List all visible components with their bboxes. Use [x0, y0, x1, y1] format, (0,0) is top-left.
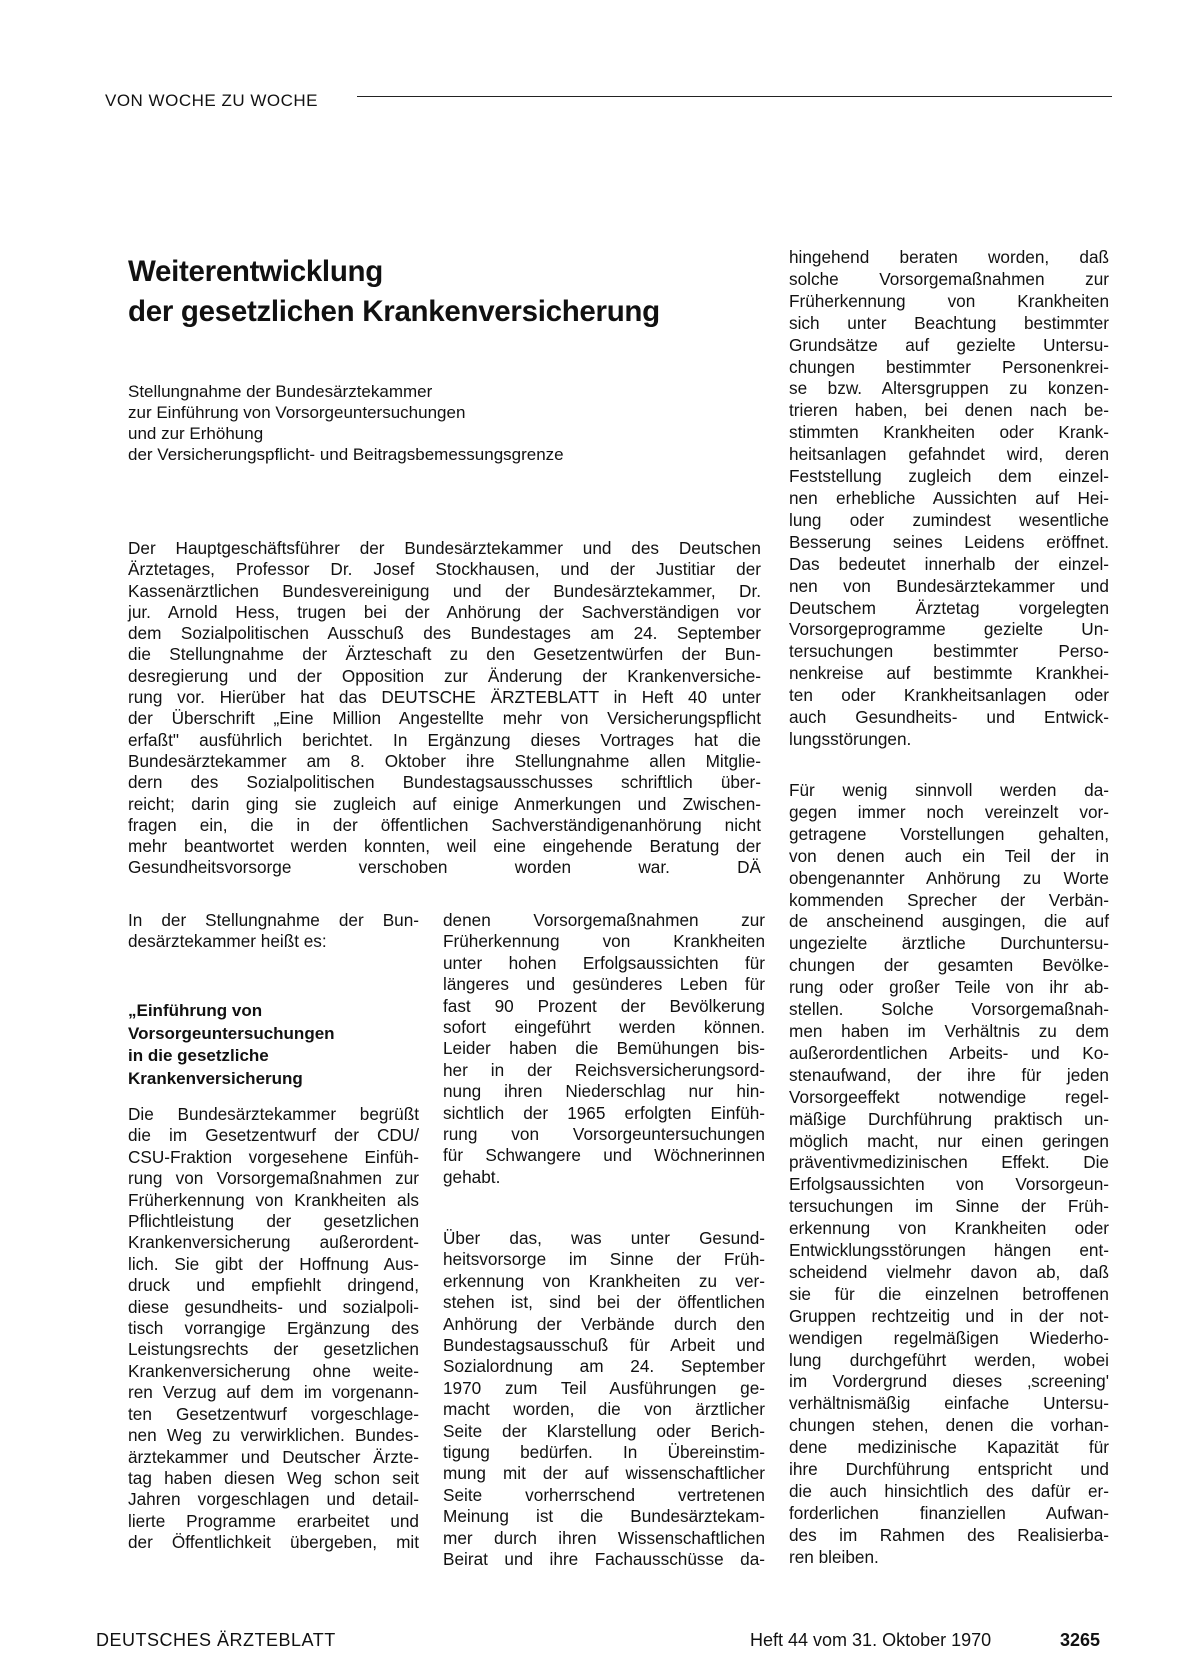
section-label: VON WOCHE ZU WOCHE: [105, 91, 318, 110]
text-line: Leider haben die Bemühungen bis-: [443, 1038, 765, 1059]
text-line: CSU-Fraktion vorgesehene Einfüh-: [128, 1146, 419, 1167]
text-line: die auch hinsichtlich des dafür er-: [789, 1481, 1109, 1501]
text-line: im Vordergrund dieses ‚screening': [789, 1371, 1109, 1392]
text-line: mehr beantwortet werden konnten, weil eine eingehende Beratung der: [128, 836, 761, 857]
text-line: tersuchungen bestimmter Perso-: [789, 641, 1109, 662]
text-line: in die gesetzliche: [128, 1046, 269, 1065]
text-line: nung ihren Niederschlag nur hin-: [443, 1081, 765, 1102]
text-line: desregierung und der Opposition zur Änderung der Krankenversiche-: [128, 665, 761, 686]
text-line: Jahren vorgeschlagen und detail-: [128, 1489, 419, 1510]
text-line: Die Bundesärztekammer begrüßt: [128, 1104, 419, 1124]
text-line: Seite der Klarstellung oder Berich-: [443, 1420, 765, 1441]
text-line: Krankenversicherung: [128, 1068, 303, 1088]
text-line: nen erhebliche Aussichten auf Hei-: [789, 487, 1109, 508]
text-line: Früherkennung von Krankheiten: [443, 931, 765, 952]
text-line: desärztekammer heißt es:: [128, 931, 327, 952]
text-line: Stellungnahme der Bundesärztekammer: [128, 382, 433, 401]
text-line: tisch vorrangige Ergänzung des: [128, 1318, 419, 1339]
text-line: hingehend beraten worden, daß: [789, 247, 1109, 267]
text-line: rung von Vorsorgemaßnahmen zur: [128, 1168, 419, 1189]
text-line: möglich macht, nur einen geringen: [789, 1130, 1109, 1151]
text-line: jur. Arnold Hess, trugen bei der Anhörung der Sachverständigen vor: [128, 601, 761, 622]
text-line: Krankenversicherung außerordent-: [128, 1232, 419, 1253]
text-line: Für wenig sinnvoll werden da-: [789, 780, 1109, 800]
text-line: rung oder großer Teile von ihr ab-: [789, 977, 1109, 998]
text-line: ten oder Krankheitsanlagen oder: [789, 685, 1109, 706]
header-rule: [357, 96, 1112, 97]
text-line: de anscheinend ausgingen, die auf: [789, 911, 1109, 932]
text-line: mer durch ihren Wissenschaftlichen: [443, 1527, 765, 1548]
text-line: lung oder zumindest wesentliche: [789, 509, 1109, 530]
text-line: ungezielte ärztliche Durchuntersu-: [789, 933, 1109, 954]
text-line: stimmten Krankheiten oder Krank-: [789, 422, 1109, 443]
text-line: zur Einführung von Vorsorgeuntersuchungen: [128, 403, 466, 422]
column-2-paragraph-2: [443, 1228, 765, 1571]
column-1-heading: [128, 1000, 419, 1090]
text-line: heitsanlagen gefahndet wird, deren: [789, 444, 1109, 465]
text-line: chungen bestimmter Personenkrei-: [789, 356, 1109, 377]
text-line: der Öffentlichkeit übergeben, mit: [128, 1532, 419, 1553]
text-line: gehabt.: [443, 1166, 501, 1187]
text-line: denen Vorsorgemaßnahmen zur: [443, 910, 765, 930]
text-line: diese gesundheits- und sozialpoli-: [128, 1296, 419, 1317]
text-line: Erfolgsaussichten von Vorsorgeun-: [789, 1174, 1109, 1195]
footer-publication: DEUTSCHES ÄRZTEBLATT: [96, 1630, 336, 1650]
text-line: ten Gesetzentwurf vorgeschlage-: [128, 1403, 419, 1424]
page-number: 3265: [1060, 1630, 1101, 1650]
text-line: lungsstörungen.: [789, 728, 912, 749]
text-line: forderlichen finanziellen Aufwan-: [789, 1502, 1109, 1523]
text-line: Krankenversicherung ohne weite-: [128, 1360, 419, 1381]
text-line: sichtlich der 1965 erfolgten Einfüh-: [443, 1102, 765, 1123]
text-line: Feststellung zugleich dem einzel-: [789, 466, 1109, 487]
text-line: dem Sozialpolitischen Ausschuß des Bundestages am 24. September: [128, 623, 761, 644]
column-3-paragraph-2: [789, 780, 1109, 1569]
text-line: scheidend vielmehr davon ab, daß: [789, 1261, 1109, 1282]
text-line: Vorsorgeeffekt notwendige regel-: [789, 1086, 1109, 1107]
text-line: obengenannter Anhörung zu Worte: [789, 867, 1109, 888]
text-line: Vorsorgeuntersuchungen: [128, 1023, 335, 1043]
text-line: Besserung seines Leidens eröffnet.: [789, 531, 1109, 552]
text-line: auch Gesundheits- und Entwick-: [789, 707, 1109, 728]
text-line: stenaufwand, der ihre für jeden: [789, 1064, 1109, 1085]
text-line: men haben im Verhältnis zu dem: [789, 1020, 1109, 1041]
article-title: [128, 252, 768, 332]
text-line: Deutschem Ärztetag vorgelegten: [789, 597, 1109, 618]
text-line: Beirat und ihre Fachausschüsse da-: [443, 1549, 765, 1570]
text-line: fragen ein, die in der öffentlichen Sachverständigenanhörung nicht: [128, 814, 761, 835]
text-line: fast 90 Prozent der Bevölkerung: [443, 995, 765, 1016]
text-line: die im Gesetzentwurf der CDU/: [128, 1125, 419, 1146]
text-line: In der Stellungnahme der Bun-: [128, 910, 419, 930]
text-line: tag haben diesen Weg schon seit: [128, 1467, 419, 1488]
text-line: lierte Programme erarbeitet und: [128, 1510, 419, 1531]
text-line: und zur Erhöhung: [128, 424, 264, 443]
text-line: erkennung von Krankheiten oder: [789, 1218, 1109, 1239]
text-line: nen Weg zu verwirklichen. Bundes-: [128, 1425, 419, 1446]
footer-issue: Heft 44 vom 31. Oktober 1970: [750, 1630, 992, 1650]
text-line: lung durchgeführt werden, wobei: [789, 1349, 1109, 1370]
column-3-paragraph-1: [789, 247, 1109, 751]
text-line: rung von Vorsorgeuntersuchungen: [443, 1124, 765, 1145]
text-line: rung vor. Hierüber hat das DEUTSCHE ÄRZTEBLATT in Heft 40 unter: [128, 687, 761, 708]
text-line: heitsvorsorge im Sinne der Früh-: [443, 1249, 765, 1270]
text-line: Ärztetages, Professor Dr. Josef Stockhausen, und der Justitiar der: [128, 559, 761, 580]
text-line: der Überschrift „Eine Million Angestellte mehr von Versicherungspflicht: [128, 708, 761, 729]
text-line: „Einführung von: [128, 1001, 263, 1020]
text-line: mäßige Durchführung praktisch un-: [789, 1108, 1109, 1129]
text-line: nen von Bundesärztekammer und: [789, 575, 1109, 596]
text-line: nenkreise auf bestimmte Krankhei-: [789, 663, 1109, 684]
text-line: Grundsätze auf gezielte Untersu-: [789, 334, 1109, 355]
text-line: Entwicklungsstörungen hängen ent-: [789, 1240, 1109, 1261]
text-line: Gesundheitsvorsorge verschoben worden war. DÄ: [128, 857, 761, 878]
text-line: lich. Sie gibt der Hoffnung Aus-: [128, 1253, 419, 1274]
text-line: chungen stehen, denen die vorhan-: [789, 1415, 1109, 1436]
text-line: Früherkennung von Krankheiten: [789, 290, 1109, 311]
text-line: sofort eingeführt werden können.: [443, 1017, 765, 1038]
text-line: trieren haben, bei denen nach be-: [789, 400, 1109, 421]
text-line: Das bedeutet innerhalb der einzel-: [789, 553, 1109, 574]
text-line: Pflichtleistung der gesetzlichen: [128, 1211, 419, 1232]
text-line: sich unter Beachtung bestimmter: [789, 312, 1109, 333]
text-line: von denen auch ein Teil der in: [789, 845, 1109, 866]
text-line: dene medizinische Kapazität für: [789, 1437, 1109, 1458]
text-line: mung mit der auf wissenschaftlicher: [443, 1463, 765, 1484]
text-line: erkennung von Krankheiten zu ver-: [443, 1270, 765, 1291]
text-line: her in der Reichsversicherungsord-: [443, 1059, 765, 1080]
text-line: der gesetzlichen Krankenversicherung: [128, 295, 660, 328]
text-line: solche Vorsorgemaßnahmen zur: [789, 268, 1109, 289]
text-line: erfaßt" ausführlich berichtet. In Ergänzung dieses Vortrages hat die: [128, 729, 761, 750]
text-line: Meinung ist die Bundesärztekam-: [443, 1506, 765, 1527]
text-line: Bundestagsausschuß für Arbeit und: [443, 1335, 765, 1356]
text-line: Sozialordnung am 24. September: [443, 1356, 765, 1377]
column-1-body: [128, 1104, 419, 1554]
text-line: präventivmedizinischen Effekt. Die: [789, 1152, 1109, 1173]
text-line: macht worden, die von ärztlicher: [443, 1399, 765, 1420]
text-line: Gruppen rechtzeitig und in der not-: [789, 1305, 1109, 1326]
text-line: ärztekammer und Deutscher Ärzte-: [128, 1446, 419, 1467]
text-line: Kassenärztlichen Bundesvereinigung und der Bundesärztekammer, Dr.: [128, 580, 761, 601]
text-line: außerordentlichen Arbeits- und Ko-: [789, 1042, 1109, 1063]
text-line: Weiterentwicklung: [128, 255, 383, 288]
text-line: tigung bedürfen. In Übereinstim-: [443, 1442, 765, 1463]
text-line: sie für die einzelnen betroffenen: [789, 1283, 1109, 1304]
text-line: der Versicherungspflicht- und Beitragsbemessungsgrenze: [128, 445, 564, 464]
column-1-intro: [128, 910, 419, 953]
intro-paragraph: [128, 538, 761, 879]
text-line: Der Hauptgeschäftsführer der Bundesärztekammer und des Deutschen: [128, 538, 761, 558]
text-line: Über das, was unter Gesund-: [443, 1228, 765, 1248]
text-line: 1970 zum Teil Ausführungen ge-: [443, 1377, 765, 1398]
text-line: die Stellungnahme der Ärzteschaft zu den Gesetzentwürfen der Bun-: [128, 644, 761, 665]
text-line: ren Verzug auf dem im vorgenann-: [128, 1382, 419, 1403]
text-line: dern des Sozialpolitischen Bundestagsausschusses schriftlich über-: [128, 772, 761, 793]
text-line: tersuchungen im Sinne der Früh-: [789, 1196, 1109, 1217]
text-line: Seite vorherrschend vertretenen: [443, 1484, 765, 1505]
text-line: wendigen regelmäßigen Wiederho-: [789, 1327, 1109, 1348]
text-line: ihre Durchführung entspricht und: [789, 1459, 1109, 1480]
text-line: des im Rahmen des Realisierba-: [789, 1524, 1109, 1545]
text-line: stellen. Solche Vorsorgemaßnah-: [789, 999, 1109, 1020]
text-line: ren bleiben.: [789, 1546, 879, 1567]
text-line: Bundesärztekammer am 8. Oktober ihre Stellungnahme allen Mitglie-: [128, 750, 761, 771]
text-line: Leistungsrechts der gesetzlichen: [128, 1339, 419, 1360]
text-line: verhältnismäßig einfache Untersu-: [789, 1393, 1109, 1414]
text-line: se bzw. Altersgruppen zu konzen-: [789, 378, 1109, 399]
text-line: längeres und gesünderes Leben für: [443, 974, 765, 995]
text-line: stehen ist, sind bei der öffentlichen: [443, 1292, 765, 1313]
text-line: Früherkennung von Krankheiten als: [128, 1189, 419, 1210]
text-line: gegen immer noch vereinzelt vor-: [789, 801, 1109, 822]
text-line: Anhörung der Verbände durch den: [443, 1313, 765, 1334]
article-subtitle: [128, 381, 728, 465]
column-2-paragraph-1: [443, 910, 765, 1188]
text-line: kommenden Sprecher der Verbän-: [789, 889, 1109, 910]
text-line: getragene Vorstellungen gehalten,: [789, 823, 1109, 844]
text-line: reicht; darin ging sie zugleich auf einige Anmerkungen und Zwischen-: [128, 793, 761, 814]
text-line: Vorsorgeprogramme gezielte Un-: [789, 619, 1109, 640]
text-line: chungen der gesamten Bevölke-: [789, 955, 1109, 976]
text-line: für Schwangere und Wöchnerinnen: [443, 1145, 765, 1166]
text-line: unter hohen Erfolgsaussichten für: [443, 952, 765, 973]
text-line: druck und empfiehlt dringend,: [128, 1275, 419, 1296]
